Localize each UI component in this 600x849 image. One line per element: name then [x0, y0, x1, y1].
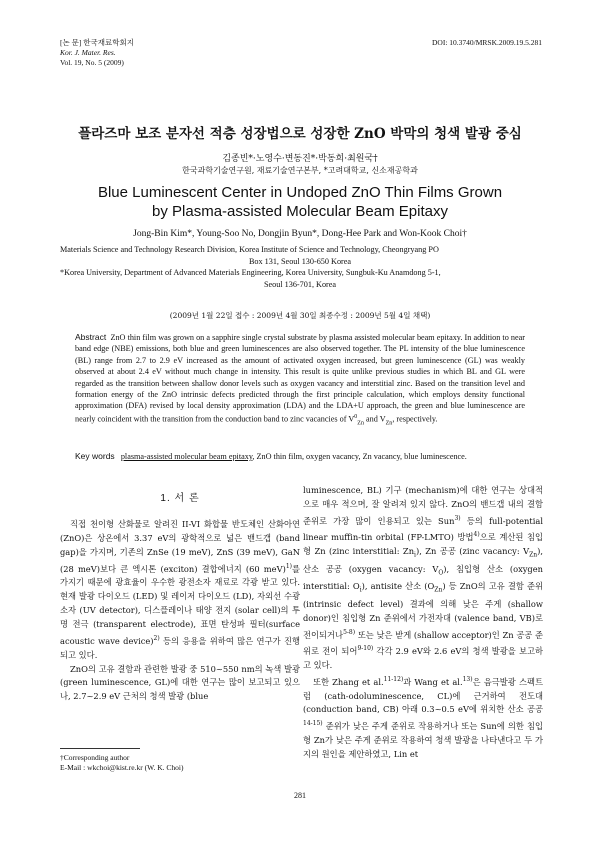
paragraph: 또한 Zhang et al.$^{11-12)}$과 Wang et al.$^{13)}$은 음극발광 스펙트럼 (cath-odoluminescence, CL)에 근거하여 전도대 (conduction band, CB) 아래 0.3~0.5 eV에 위치한 산소 공공$^{14-15)}$ 준위가 낮은 주게 준위로 작용하거나 또는 Sun에 의한 침입형 Zn가 낮은 주게 준위로 작용하여 청색 발광을 나타낸다고 두 가지의 원인을 제안하였고, Lin et: [303, 675, 543, 759]
page-number: 281: [294, 791, 306, 800]
footnote-corresponding: †Corresponding author: [60, 753, 130, 762]
journal-name-english: Kor. J. Mater. Res.: [60, 48, 116, 57]
english-affiliations: [60, 244, 540, 290]
abstract-sub-b: Zn: [385, 420, 393, 427]
doi-text: DOI: 10.3740/MRSK.2009.19.5.281: [431, 38, 542, 47]
paragraph: 직접 천이형 산화물로 알려진 II-VI 화합물 반도체인 산화아연 (ZnO)은 상온에서 3.37 eV의 광학적으로 넓은 밴드갭 (band gap)을 가지며, 기존의 ZnSe (19 meV), ZnS (39 meV), GaN (28 meV)보다 큰 엑시톤 (exciton) 결합에너지 (60 meV)$^{1)}$를 가지기 때문에 광효율이 우수한 광전소자 재료로 각광 받고 있다. 현재 발광 다이오드 (LED) 및 레이저 다이오드 (LD), 자외선 수광소자 (UV detector), 디스플레이나 태양 전지 (solar cell)의 투명 전극 (transparent electrode), 표면 탄성파 필터(surface acoustic wave device)$^{2)}$ 등의 응용을 위하여 많은 연구가 진행되고 있다.: [60, 518, 300, 660]
abstract-sub-a: Zn: [357, 420, 364, 427]
abstract: Abstract ZnO thin film was grown on a sapphire single crystal substrate by plasma assisted molecular beam epitaxy. In addition to near band edge (NBE) emissions, both blue and green luminescences are also observed together. The PL intensity of the blue luminescence (BL) range from 2.7 to 2.9 eV increased as the amount of activated oxygen increased, but green luminescence (GL) was weakly observed at about 2.4 eV without much change in intensity. This result is quite unlike previous studies in which BL and GL were regarded as the transition between shallow donor levels such as oxygen vacancy and interstitial zinc. Based on the transition level and formation energy of the ZnO intrinsic defects predicted through the first principle calculation, which employs density functional approximation (DFA) revised by local density approximation (LDA) and the LDA+U approach, the green and blue luminescence are nearly coincident with the transition from the conduction band to zinc vacancies of $V^0_{Zn}$ and $V_{Zn}$, respectively.: [75, 332, 526, 427]
section-heading: 1. 서 론: [160, 493, 200, 504]
english-authors: Jong-Bin Kim*, Young-Soo No, Dongjin Byun*, Dong-Hee Park and Won-Kook Choi†: [133, 229, 467, 239]
affiliation-1-line1: Materials Science and Technology Research Division, Korea Institute of Science and Technology, Cheongryang PO: [60, 245, 439, 254]
abstract-label: Abstract: [75, 332, 107, 342]
body-column-left: [60, 484, 300, 704]
journal-name-korean: [논 문] 한국재료학회지: [60, 38, 134, 47]
korean-authors: 김종빈*·노영수·변동진*·박동희·최원국†: [222, 154, 378, 164]
abstract-text: ZnO thin film was grown on a sapphire single crystal substrate by plasma assisted molecular beam epitaxy. In addition to near band edge (NBE) emissions, both blue and green luminescences are also observed together. The PL intensity of the blue luminescence (BL) range from 2.7 to 2.9 eV increased as the amount of activated oxygen increased, but green luminescence (GL) was weakly observed at about 2.4 eV without much change in intensity. This result is quite unlike previous studies in which BL and GL were regarded as the transition between shallow donor levels such as oxygen vacancy and interstitial zinc. Based on the transition level and formation energy of the ZnO intrinsic defects predicted through the first principle calculation, which employs density functional approximation (DFA) revised by local density approximation (LDA) and the LDA+U approach, the green and blue luminescence are nearly coincident with the transition from the conduction band to zinc vacancies of V: [75, 333, 526, 424]
affiliation-1-line2: Box 131, Seoul 130-650 Korea: [248, 256, 352, 266]
keywords-rest: , ZnO thin film, oxygen vacancy, Zn vacancy, blue luminescence.: [252, 452, 467, 461]
footnote-rule: [60, 748, 140, 749]
corresponding-footnote: [60, 748, 300, 773]
journal-volume: Vol. 19, No. 5 (2009): [60, 58, 124, 67]
affiliation-2-line2: Seoul 136-701, Korea: [263, 279, 337, 289]
english-title-line2: by Plasma-assisted Molecular Beam Epitaxy: [152, 203, 448, 220]
abstract-tail-end: , respectively.: [392, 414, 438, 424]
keyword-underlined: plasma-assisted molecular beam epitaxy: [120, 452, 253, 461]
abstract-tail-mid: and V: [363, 414, 386, 424]
body-column-right: [303, 484, 543, 762]
english-title: [40, 183, 560, 221]
korean-affiliation: 한국과학기술연구원, 재료기술연구본부, *고려대학교, 신소재공학과: [182, 166, 418, 175]
paragraph: ZnO의 고유 결함과 관련한 발광 중 510~550 nm의 녹색 발광 (green luminescence, GL)에 대한 연구는 많이 보고되고 있으나, 2.7~2.9 eV 근처의 청색 발광 (blue: [60, 663, 300, 702]
keywords: [75, 451, 525, 462]
journal-header: [60, 38, 134, 68]
english-title-line1: Blue Luminescent Center in Undoped ZnO Thin Films Grown: [97, 184, 503, 201]
received-dates: (2009년 1월 22일 접수 : 2009년 4월 30일 최종수정 : 2009년 5월 4일 채택): [169, 311, 431, 320]
footnote-email: E-Mail : wkchoi@kist.re.kr (W. K. Choi): [60, 763, 184, 772]
keywords-label: Key words: [75, 451, 115, 461]
korean-title: 플라즈마 보조 분자선 적층 성장법으로 성장한 ZnO 박막의 청색 발광 중심: [78, 126, 522, 142]
affiliation-2-line1: *Korea University, Department of Advanced Materials Engineering, Korea University, Sungbuk-Ku Anamdong 5-1,: [60, 268, 441, 277]
paragraph: luminescence, BL) 기구 (mechanism)에 대한 연구는 상대적으로 매우 적으며, 잘 알려져 있지 않다. ZnO의 밴드갭 내의 결함 준위로 가장 많이 인용되고 있는 Sun$^{3)}$ 등의 full-potential linear muffin-tin orbital (FP-LMTO) 방법$^{4)}$으로 계산된 침입형 Zn (zinc interstitial: $Zn_i$), Zn 공공 (zinc vacancy: $V_{Zn}$), 산소 공공 (oxygen vacancy: $V_O$), 침입형 산소 (oxygen interstitial: $O_i$), antisite 산소 $(O_{Zn})$ 등 ZnO의 고유 결함 준위 (intrinsic defect level) 결과에 의해 낮은 주게 (shallow donor)인 침입형 Zn 준위에서 가전자대 (valence band, VB)로 전이되거나$^{5-8)}$ 또는 낮은 받게 (shallow acceptor)인 Zn 공공 준위로 전이 되어$^{9-10)}$ 각각 2.9 eV와 2.6 eV의 청색 발광을 보고하고 있다.: [303, 485, 544, 670]
